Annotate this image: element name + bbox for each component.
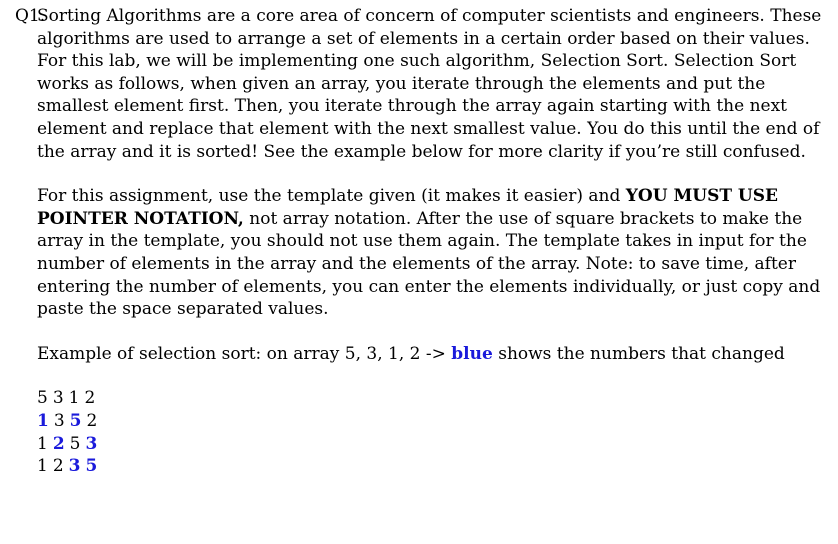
pointer-notation-emphasis: YOU MUST USE POINTER NOTATION, (37, 186, 778, 229)
document-body (15, 5, 830, 478)
assignment-text-before: For this assignment, use the template given (it makes it easier) and (37, 186, 626, 207)
array-value: 2 (84, 388, 97, 409)
blue-keyword: blue (451, 343, 493, 364)
array-value: 3 (52, 388, 65, 409)
array-value: 1 (37, 456, 49, 477)
changed-value: 1 (37, 410, 50, 431)
array-value: 1 (68, 388, 81, 409)
example-row (37, 410, 830, 433)
assignment-text-after: not array notation. After the use of square brackets to make the array in the template, you should not use them again. The template takes in input for the number of elements in the array and the elements of the array. Note: to save time, after entering the number of elements, you can enter the elements individually, or just copy and paste the space separated values. (37, 208, 821, 320)
example-row (37, 433, 830, 456)
array-value: 5 (69, 433, 82, 454)
example-intro-suffix: shows the numbers that changed (492, 343, 785, 364)
changed-value: 3 (68, 456, 82, 477)
question-paragraph-3 (37, 343, 830, 366)
question-paragraph-1 (15, 5, 830, 163)
selection-sort-example (37, 387, 830, 477)
changed-value: 2 (52, 433, 66, 454)
array-value: 3 (53, 410, 66, 431)
changed-value: 5 (69, 410, 83, 431)
array-value: 2 (52, 456, 65, 477)
example-intro-text: Example of selection sort: on array 5, 3, 1, 2 -> (37, 343, 452, 364)
array-value: 2 (86, 410, 99, 431)
question-paragraph-2 (37, 185, 830, 321)
array-value: 1 (37, 433, 49, 454)
changed-value: 5 (85, 456, 99, 477)
example-row (37, 455, 830, 478)
array-value: 5 (37, 388, 49, 409)
question-number: Q1. (15, 6, 46, 26)
example-row (37, 387, 830, 410)
question-intro-text: Sorting Algorithms are a core area of concern of computer scientists and engineers. These algorithms are used to arrange a set of elements in a certain order based on their values. For this lab, we will be implementing one such algorithm, Selection Sort. Selection Sort works as follows, when given an array, you iterate through the elements and put the smallest element first. Then, you iterate through the array again starting with the next element and replace that element with the next smallest value. You do this until the end of the array and it is sorted! See the example below for more clarity if you’re still confused. (37, 6, 822, 162)
changed-value: 3 (85, 433, 99, 454)
